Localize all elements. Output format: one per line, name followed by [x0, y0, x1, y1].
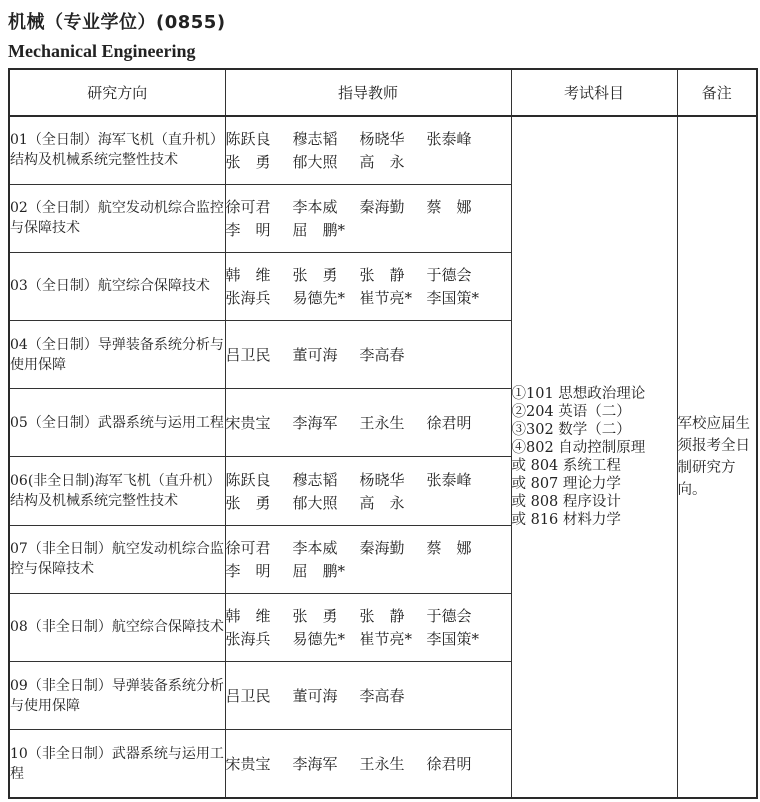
teacher-name: 李海军: [292, 755, 338, 774]
teacher-name: 李 明: [225, 562, 271, 581]
teachers-cell: [225, 321, 511, 389]
teacher-name: 吕卫民: [225, 687, 271, 706]
teacher-name: 张 勇: [292, 266, 338, 285]
header-note: 备注: [677, 69, 757, 116]
program-title-en: Mechanical Engineering: [8, 41, 196, 61]
teacher-name: 张 勇: [225, 153, 271, 172]
teacher-name: 李本威: [292, 198, 338, 217]
teacher-name: 于德会: [426, 266, 472, 285]
teacher-name: 李 明: [225, 221, 271, 240]
teacher-name: 屈 鹏*: [292, 221, 346, 240]
header-teachers: 指导教师: [225, 69, 511, 116]
exam-subject-line: 或 816 材料力学: [511, 512, 621, 528]
direction-cell: 04（全日制）导弹装备系统分析与使用保障: [9, 321, 225, 389]
teacher-name: 张 静: [359, 266, 405, 285]
teacher-name: 高 永: [359, 494, 405, 513]
exam-subject-line: ④802 自动控制原理: [511, 440, 646, 456]
direction-cell: 06(非全日制)海军飞机（直升机）结构及机械系统完整性技术: [9, 457, 225, 525]
teacher-line: [226, 559, 511, 582]
teacher-line: [226, 752, 511, 775]
teacher-line: [226, 684, 511, 707]
teacher-name: 宋贵宝: [225, 755, 271, 774]
direction-cell: 01（全日制）海军飞机（直升机）结构及机械系统完整性技术: [9, 116, 225, 184]
header-row: [9, 69, 757, 116]
teacher-name: 吕卫民: [225, 346, 271, 365]
teachers-cell: [225, 662, 511, 730]
teacher-name: 董可海: [292, 687, 338, 706]
teacher-name: 杨晓华: [359, 471, 405, 490]
teacher-name: 张海兵: [225, 289, 271, 308]
exam-subject-line: 或 808 程序设计: [511, 494, 621, 510]
teachers-cell: [225, 457, 511, 525]
teachers-cell: [225, 525, 511, 593]
table-row: [9, 116, 757, 184]
exam-subject-line: ②204 英语（二）: [511, 404, 631, 420]
teacher-name: 徐君明: [426, 414, 472, 433]
teacher-name: 陈跃良: [225, 471, 271, 490]
direction-cell: 02（全日制）航空发动机综合监控与保障技术: [9, 184, 225, 252]
teacher-name: 张 勇: [225, 494, 271, 513]
teacher-name: 李国策*: [426, 630, 480, 649]
teacher-name: 韩 维: [225, 266, 271, 285]
teacher-name: 张海兵: [225, 630, 271, 649]
teachers-cell: [225, 252, 511, 320]
teacher-line: [226, 411, 511, 434]
direction-cell: 07（非全日制）航空发动机综合监控与保障技术: [9, 525, 225, 593]
teacher-name: 易德先*: [292, 630, 346, 649]
teacher-name: 高 永: [359, 153, 405, 172]
teacher-name: 李高春: [359, 346, 405, 365]
teacher-name: 秦海勤: [359, 198, 405, 217]
teacher-name: 王永生: [359, 755, 405, 774]
exam-subject-line: 或 804 系统工程: [511, 458, 621, 474]
teacher-name: 蔡 娜: [426, 539, 472, 558]
program-title-cn: 机械（专业学位）(0855): [8, 12, 226, 33]
teacher-name: 穆志韬: [292, 471, 338, 490]
teacher-name: 于德会: [426, 607, 472, 626]
teachers-cell: [225, 593, 511, 661]
teacher-line: [226, 468, 511, 491]
direction-cell: 09（非全日制）导弹装备系统分析与使用保障: [9, 662, 225, 730]
teacher-name: 崔节亮*: [359, 289, 413, 308]
teacher-name: 陈跃良: [225, 130, 271, 149]
teacher-line: [226, 218, 511, 241]
teacher-name: 郁大照: [292, 153, 338, 172]
teacher-name: 蔡 娜: [426, 198, 472, 217]
teachers-cell: [225, 389, 511, 457]
teacher-name: 张 勇: [292, 607, 338, 626]
teacher-name: 张 静: [359, 607, 405, 626]
teacher-line: [226, 286, 511, 309]
teacher-line: [226, 127, 511, 150]
teacher-name: 郁大照: [292, 494, 338, 513]
teacher-line: [226, 604, 511, 627]
teacher-name: 秦海勤: [359, 539, 405, 558]
teacher-name: 董可海: [292, 346, 338, 365]
teacher-name: 穆志韬: [292, 130, 338, 149]
teacher-name: 韩 维: [225, 607, 271, 626]
teacher-name: 王永生: [359, 414, 405, 433]
exam-subject-line: 或 807 理论力学: [511, 476, 621, 492]
teacher-line: [226, 343, 511, 366]
teacher-name: 徐可君: [225, 198, 271, 217]
teacher-name: 李高春: [359, 687, 405, 706]
direction-cell: 03（全日制）航空综合保障技术: [9, 252, 225, 320]
teacher-line: [226, 263, 511, 286]
teacher-name: 杨晓华: [359, 130, 405, 149]
header-exam: 考试科目: [511, 69, 677, 116]
note-cell: 军校应届生须报考全日制研究方向。: [677, 116, 757, 798]
teacher-name: 崔节亮*: [359, 630, 413, 649]
teachers-cell: [225, 116, 511, 184]
teacher-name: 张泰峰: [426, 130, 472, 149]
exam-subject-line: ③302 数学（二）: [511, 422, 631, 438]
exam-subjects-cell: [511, 116, 677, 798]
teacher-line: [226, 195, 511, 218]
teacher-name: 李海军: [292, 414, 338, 433]
exam-subject-line: ①101 思想政治理论: [511, 386, 646, 402]
direction-cell: 10（非全日制）武器系统与运用工程: [9, 730, 225, 798]
teacher-name: 易德先*: [292, 289, 346, 308]
teacher-line: [226, 536, 511, 559]
teacher-name: 屈 鹏*: [292, 562, 346, 581]
teacher-line: [226, 150, 511, 173]
teacher-name: 李本威: [292, 539, 338, 558]
teacher-name: 徐可君: [225, 539, 271, 558]
teacher-name: 徐君明: [426, 755, 472, 774]
direction-cell: 08（非全日制）航空综合保障技术: [9, 593, 225, 661]
teacher-name: 张泰峰: [426, 471, 472, 490]
teacher-line: [226, 491, 511, 514]
header-direction: 研究方向: [9, 69, 225, 116]
teacher-line: [226, 627, 511, 650]
teacher-name: 宋贵宝: [225, 414, 271, 433]
direction-cell: 05（全日制）武器系统与运用工程: [9, 389, 225, 457]
teacher-name: 李国策*: [426, 289, 480, 308]
program-table: [8, 68, 758, 799]
teachers-cell: [225, 184, 511, 252]
teachers-cell: [225, 730, 511, 798]
